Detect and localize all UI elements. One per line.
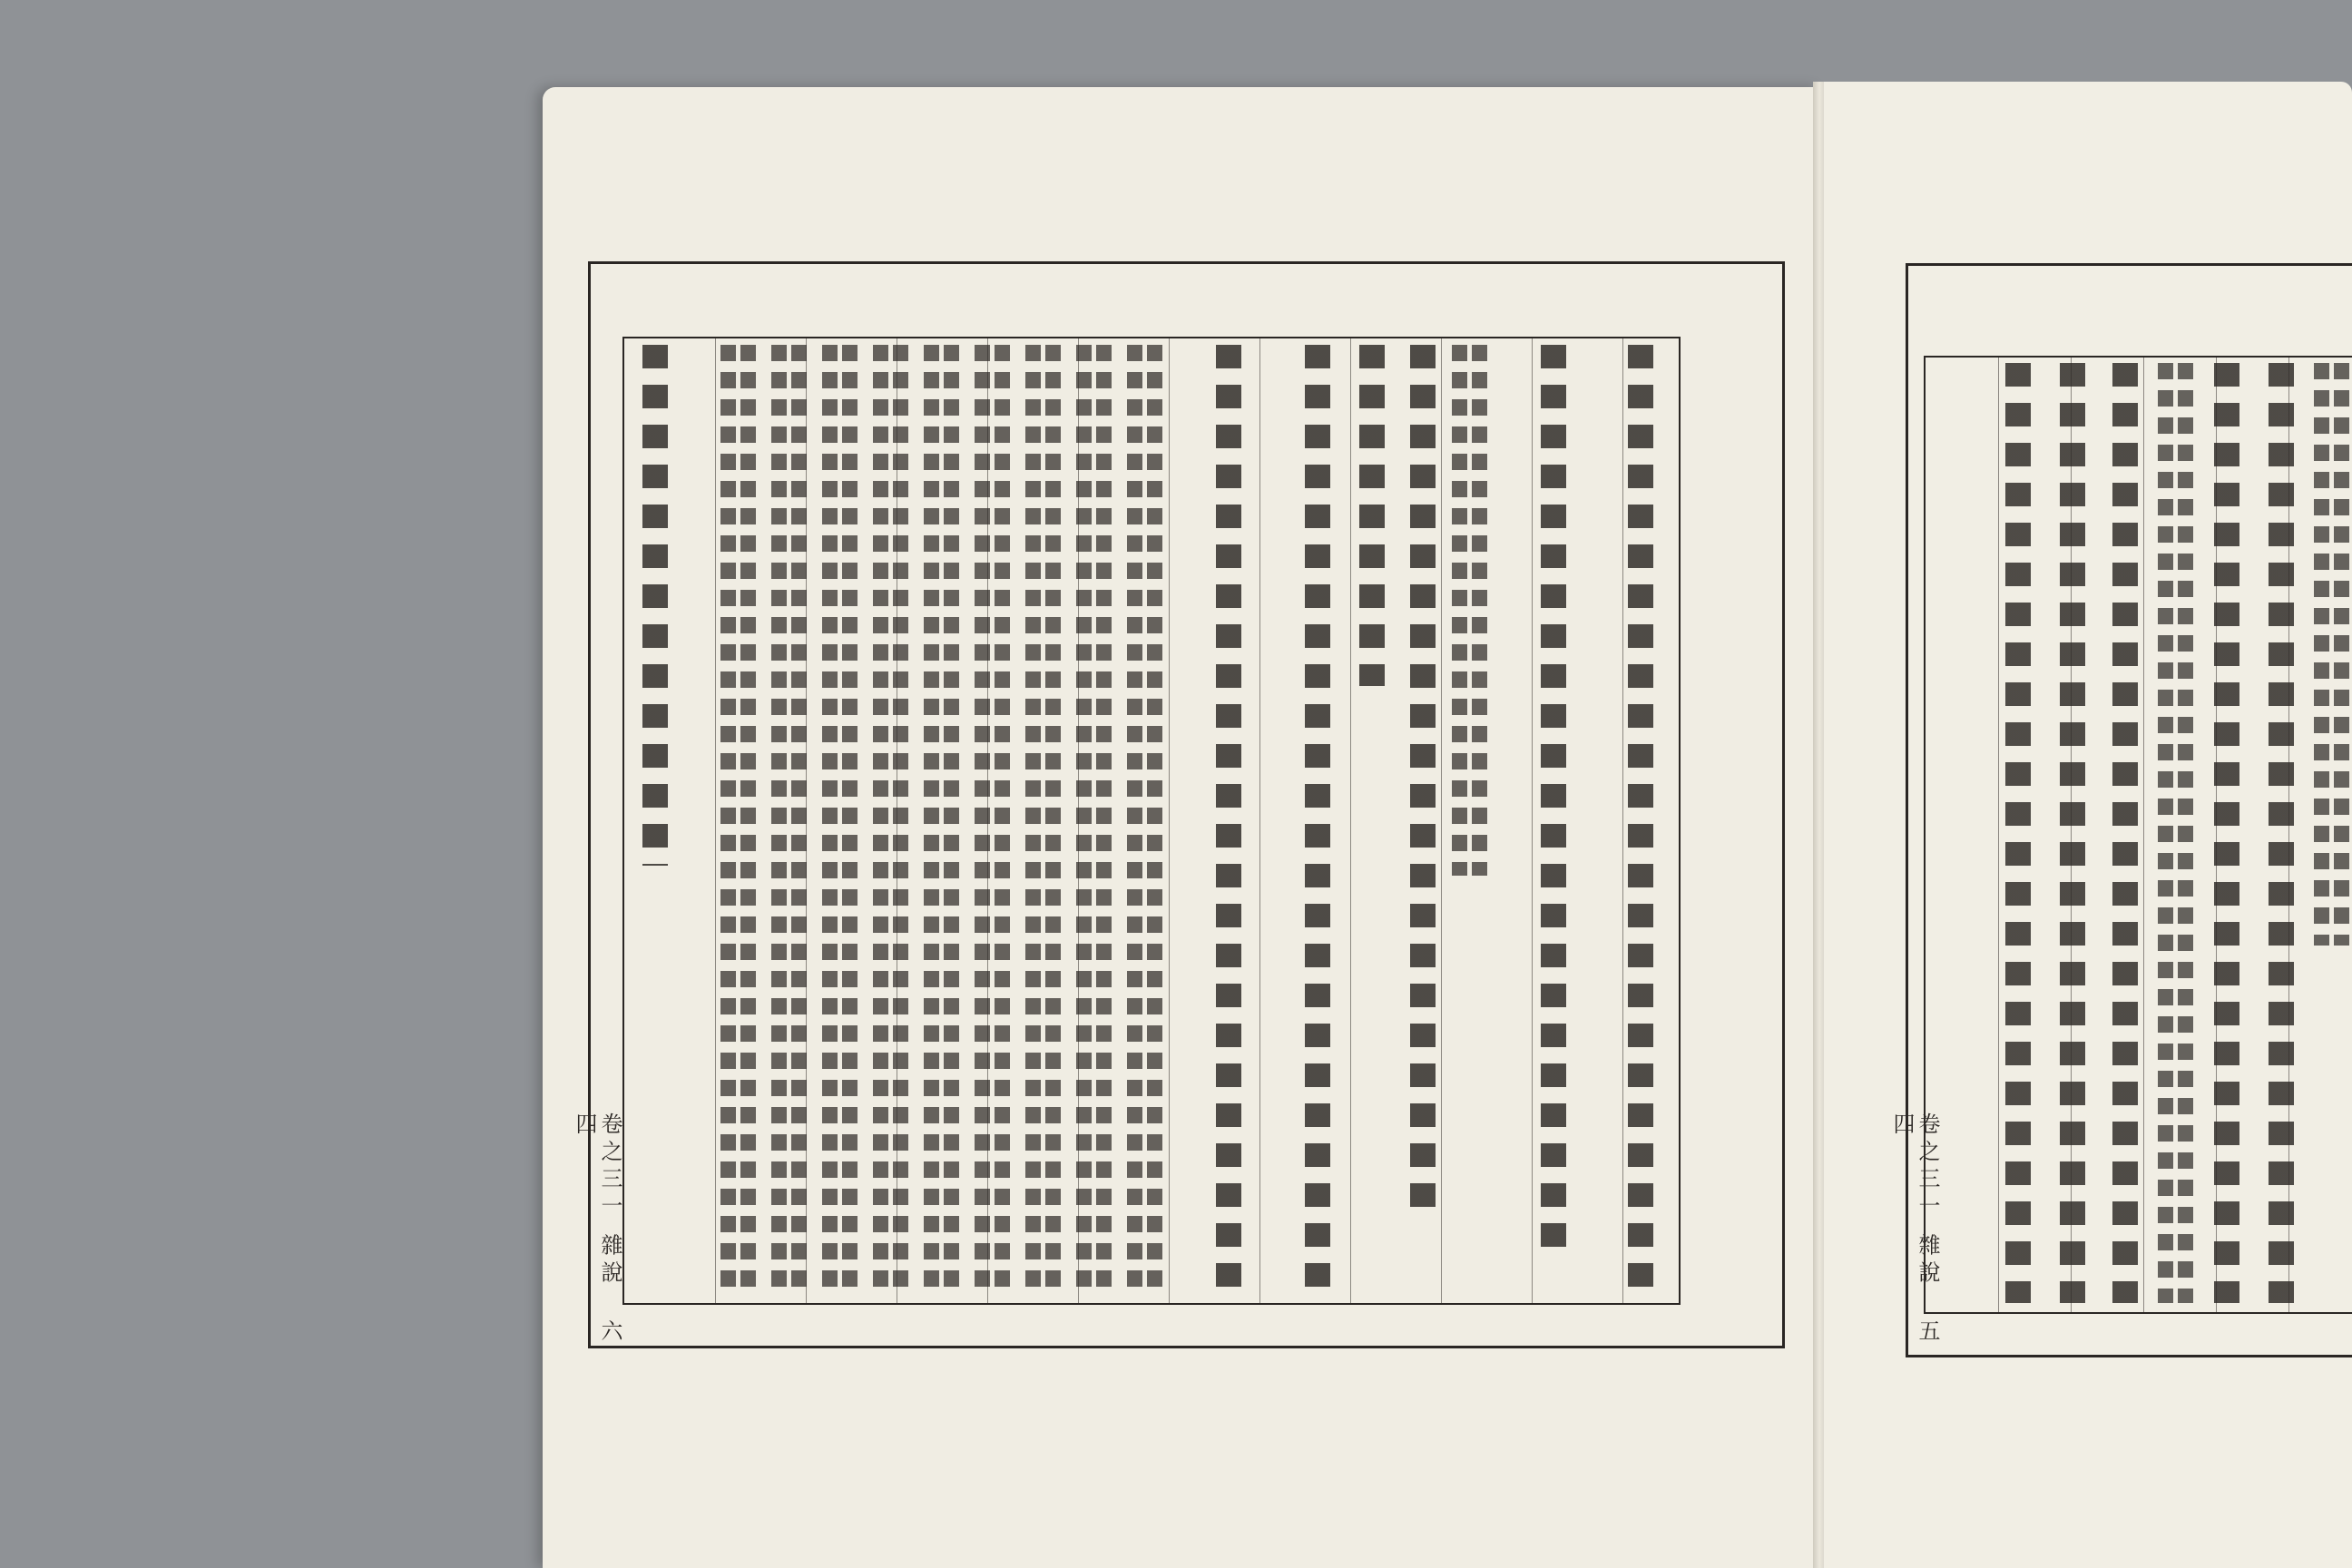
text-column bbox=[1209, 345, 1249, 1292]
right-margin-title: 卷之三一 雜說四 bbox=[1889, 1112, 1940, 1289]
text-column bbox=[635, 345, 675, 866]
annotation-column bbox=[922, 345, 962, 1292]
annotation-column bbox=[2312, 363, 2352, 946]
left-margin-title: 卷之三一 雜說四 bbox=[572, 1112, 622, 1289]
annotation-column bbox=[871, 345, 911, 1292]
annotation-column bbox=[719, 345, 759, 1292]
annotation-column bbox=[820, 345, 860, 1292]
text-column bbox=[1621, 345, 1661, 1292]
text-column bbox=[2261, 363, 2301, 1303]
annotation-column bbox=[1024, 345, 1063, 1292]
text-column bbox=[2105, 363, 2145, 1303]
annotation-column bbox=[1074, 345, 1114, 1292]
text-column bbox=[2053, 363, 2092, 1303]
text-column bbox=[1403, 345, 1443, 1216]
annotation-column bbox=[2156, 363, 2196, 1303]
text-column bbox=[1534, 345, 1573, 1254]
left-page-text-block bbox=[635, 345, 1670, 1292]
text-column bbox=[1352, 345, 1392, 686]
text-column bbox=[2207, 363, 2247, 1303]
text-column bbox=[1998, 363, 2038, 1303]
annotation-column bbox=[1125, 345, 1165, 1292]
annotation-column bbox=[973, 345, 1013, 1292]
annotation-column bbox=[769, 345, 809, 1292]
right-folio-number: 五 bbox=[1915, 1319, 1940, 1341]
text-column bbox=[1298, 345, 1338, 1292]
left-folio-number: 六 bbox=[597, 1319, 622, 1341]
annotation-column bbox=[1450, 345, 1490, 876]
right-page-text-block bbox=[1933, 363, 2352, 1303]
